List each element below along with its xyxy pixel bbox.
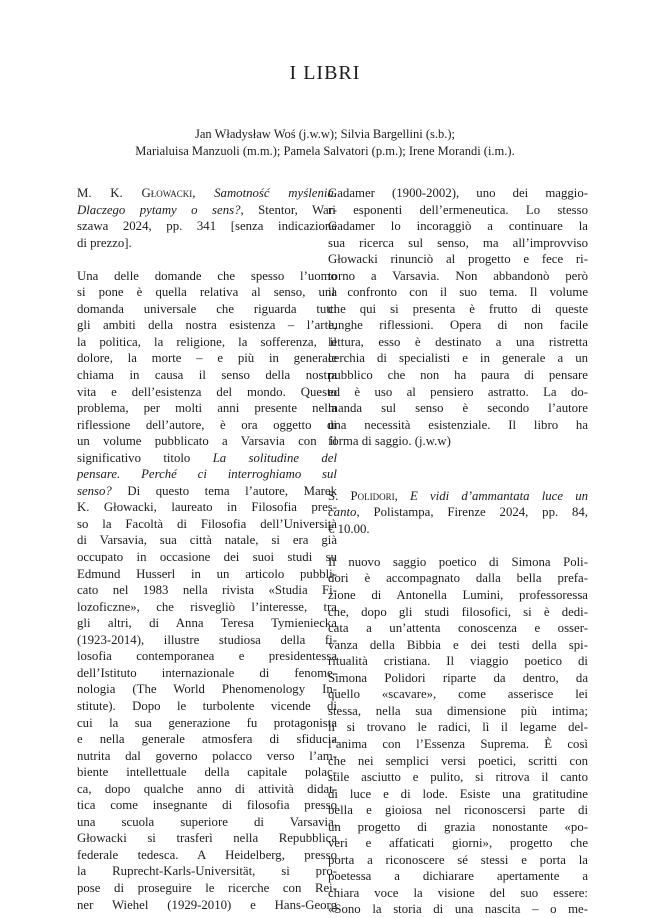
text-segment: di luce e di lode. Esiste una gratitudine (328, 786, 588, 801)
right-column (328, 185, 588, 918)
text-line (328, 521, 588, 538)
text-line (77, 814, 337, 831)
text-line (328, 819, 588, 836)
text-segment: Gadamer lo incoraggiò a continuare la (328, 219, 588, 234)
left-column (77, 185, 337, 913)
text-line (77, 582, 337, 599)
text-segment: problema, per molti anni presente nella (77, 401, 337, 416)
text-segment: S. (328, 488, 351, 503)
text-segment: Edmund Husserl in un articolo pubbli- (77, 566, 337, 581)
text-line (77, 417, 337, 434)
text-line (77, 681, 337, 698)
review-1-continuation (328, 185, 588, 450)
text-segment: chiara voce la visione del suo essere: (328, 885, 588, 900)
text-line (77, 797, 337, 814)
review-2-body (328, 554, 588, 918)
text-segment: lì si trovano le radici, lì il legame del- (328, 720, 588, 735)
text-segment: pubblico che non ha paura di pensare (328, 368, 588, 383)
text-line (77, 268, 337, 285)
text-segment: Głowacki si trasferì nella Repubblica (77, 831, 337, 846)
text-line (328, 769, 588, 786)
text-segment: e nella generale atmosfera di sfiducia (77, 732, 337, 747)
text-segment: di prezzo]. (77, 235, 132, 250)
text-line (328, 802, 588, 819)
text-segment: ritualità cristiana. Il viaggio poetico di (328, 654, 588, 669)
text-segment: zione di Antonella Lumini, professoressa (328, 588, 588, 603)
text-line (328, 637, 588, 654)
text-line (328, 350, 588, 367)
text-segment: € 10.00. (328, 521, 370, 536)
text-line (328, 587, 588, 604)
text-line (328, 570, 588, 587)
text-segment: losofia contemporanea e presidentessa (77, 649, 337, 664)
text-line (328, 185, 588, 202)
text-line (328, 301, 588, 318)
review-2-heading (328, 488, 588, 538)
text-line (328, 604, 588, 621)
text-segment: Una delle domande che spesso l’uomo (77, 268, 337, 283)
text-segment: La solitudine del (212, 450, 337, 465)
page-title: I LIBRI (289, 62, 361, 84)
text-line (328, 753, 588, 770)
text-segment: riflessione dell’autore, è ora oggetto di (77, 417, 337, 432)
text-line (77, 731, 337, 748)
text-segment: Dlaczego pytamy o sens? (77, 202, 241, 217)
text-segment: occupato in occasione dei suoi studi su (77, 550, 337, 565)
text-line (77, 384, 337, 401)
text-line (77, 897, 337, 914)
text-segment: Głowacki rinunciò al progetto e fece ri- (328, 252, 588, 267)
text-line (328, 852, 588, 869)
text-line (77, 235, 337, 252)
text-line (77, 433, 337, 450)
text-segment: Simona Polidori riparte da dentro, da (328, 670, 588, 685)
text-segment: lettura, esso è destinato a una ristretta (328, 334, 588, 349)
text-segment: , Polistampa, Firenze 2024, pp. 84, (356, 505, 588, 520)
text-line (77, 632, 337, 649)
text-line (328, 703, 588, 720)
text-segment: un progetto di grazia nonostante «po- (328, 819, 588, 834)
text-line (77, 284, 337, 301)
text-segment: M. K. (77, 186, 142, 200)
text-segment: so la Facoltà di Filosofia dell’Università (77, 516, 337, 531)
text-segment: cui la sua generazione fu protagonista (77, 715, 337, 730)
text-segment: ri esponenti dell’ermeneutica. Lo stesso (328, 202, 588, 217)
text-line (328, 786, 588, 803)
text-line (328, 901, 588, 918)
text-segment: Samotność myślenia. (214, 186, 337, 200)
text-segment: ner Wiehel (1929-2010) e Hans-Georg (77, 897, 337, 912)
text-segment: sua ricerca sul senso, ma all’improvviso (328, 235, 588, 250)
text-segment: stitute). Dopo le turbolente vicende di (77, 698, 337, 713)
text-line (77, 830, 337, 847)
text-line (77, 532, 337, 549)
text-segment: , (394, 488, 410, 503)
text-segment: biente intellettuale della capitale polac- (77, 765, 337, 780)
text-segment: cata a un’attenta conoscenza e osser- (328, 621, 588, 636)
text-segment: il confronto con il suo tema. Il volume (328, 285, 588, 300)
text-line (328, 367, 588, 384)
text-line (77, 615, 337, 632)
text-segment: manda sul senso è secondo l’autore (328, 401, 588, 416)
text-segment: canto (328, 505, 357, 520)
text-segment: porta a riconoscere sé stessi e porta la (328, 852, 588, 867)
text-line (77, 665, 337, 682)
text-segment: stessa, nella sua dimensione più intima; (328, 703, 588, 718)
text-segment: vita e dell’esistenza del mondo. Questo (77, 384, 337, 399)
text-segment: nologia (The World Phenomenology In- (77, 682, 337, 697)
text-segment: che, dopo gli studi filosofici, si è dedi- (328, 604, 588, 619)
text-segment: bella e gioiosa nel riconoscersi parte di (328, 803, 588, 818)
reviewers-line-1: Jan Władysław Woś (j.w.w); Silvia Bargellini (s.b.); (195, 127, 455, 141)
text-line (77, 863, 337, 880)
text-line (328, 885, 588, 902)
text-line (328, 868, 588, 885)
text-segment: di Varsavia, sua città natale, si era già (77, 533, 337, 548)
text-segment: szawa 2024, pp. 341 [senza indicazione (77, 219, 337, 234)
text-segment: tica come insegnante di filosofia presso (77, 798, 337, 813)
text-line (328, 400, 588, 417)
review-1-body (77, 268, 337, 913)
text-segment: pensare. Perché ci interroghiamo sul (77, 467, 337, 482)
text-segment: che nei semplici versi poetici, scritti con (328, 753, 588, 768)
text-segment: (1923-2014), illustre studiosa della fi- (77, 632, 337, 647)
text-line (328, 384, 588, 401)
text-segment: lozoficzne», che risvegliò l’interesse, tra (77, 599, 337, 614)
text-segment: ca, dopo qualche anno di attività didat- (77, 781, 337, 796)
text-line (77, 764, 337, 781)
text-segment: gli altri, di Anna Teresa Tymieniecka (77, 616, 337, 631)
text-line (328, 317, 588, 334)
text-segment: Di questo tema l’autore, Marek (111, 483, 337, 498)
text-line (328, 736, 588, 753)
text-segment: , Stentor, War- (240, 202, 337, 217)
text-line (77, 499, 337, 516)
text-line (77, 450, 337, 467)
text-line (77, 715, 337, 732)
text-line (328, 835, 588, 852)
text-segment: vanza della Bibbia e dei testi della spi- (328, 637, 588, 652)
text-segment: veri e affaticati giorni», progetto che (328, 836, 588, 851)
text-line (328, 653, 588, 670)
text-segment: Gadamer (1900-2002), uno dei maggio- (328, 186, 588, 200)
text-line (328, 719, 588, 736)
text-segment: lunghe riflessioni. Opera di non facile (328, 318, 588, 333)
text-line (328, 251, 588, 268)
text-line (77, 317, 337, 334)
text-line (77, 516, 337, 533)
text-line (77, 880, 337, 897)
text-segment: quello «scavare», come asserisce lei (328, 687, 588, 702)
text-segment: forma di saggio. (j.w.w) (328, 434, 451, 449)
text-segment: si pone è quella relativa al senso, una (77, 285, 337, 300)
text-line (77, 599, 337, 616)
text-line (328, 218, 588, 235)
text-segment: significativo titolo (77, 450, 213, 465)
text-line (77, 185, 337, 202)
text-line (77, 367, 337, 384)
text-line (328, 284, 588, 301)
text-segment: dori è accompagnato dalla bella prefa- (328, 571, 588, 586)
text-segment: K. Głowacki, laureato in Filosofia pres- (77, 500, 337, 515)
text-segment: dolore, la morte – e più in generale (77, 351, 337, 366)
text-segment: un volume pubblicato a Varsavia con il (77, 434, 337, 449)
text-line (77, 350, 337, 367)
text-line (77, 218, 337, 235)
text-line (77, 847, 337, 864)
text-segment: Il nuovo saggio poetico di Simona Poli- (328, 554, 588, 569)
text-line (328, 488, 588, 505)
text-line (77, 648, 337, 665)
reviewers-credits (0, 126, 650, 160)
text-line (77, 549, 337, 566)
text-segment: nutrita dal governo polacco verso l’am- (77, 748, 337, 763)
text-segment: che qui si presenta è frutto di queste (328, 301, 588, 316)
text-line (77, 566, 337, 583)
text-segment: Polidori (350, 488, 395, 503)
text-segment: E vidi d’ammantata luce un (409, 488, 588, 503)
text-segment: stile asciutto e pulito, si ritrova il canto (328, 770, 588, 785)
text-segment: la Ruprecht-Karls-Universität, si pro- (77, 864, 337, 879)
text-segment: Głowacki (141, 186, 193, 200)
text-line (328, 504, 588, 521)
review-1-heading (77, 185, 337, 251)
text-segment: una necessità esistenziale. Il libro ha (328, 417, 588, 432)
text-line (77, 483, 337, 500)
text-line (77, 301, 337, 318)
text-line (328, 268, 588, 285)
text-segment: «Sono la storia di una nascita – o me- (328, 902, 588, 917)
text-line (77, 334, 337, 351)
text-line (328, 433, 588, 450)
text-segment: federale tedesca. A Heidelberg, presso (77, 847, 337, 862)
text-line (328, 620, 588, 637)
text-line (77, 202, 337, 219)
text-line (77, 400, 337, 417)
text-segment: , (192, 186, 215, 200)
text-segment: torno a Varsavia. Non abbandonò però (328, 268, 588, 283)
text-line (328, 235, 588, 252)
text-segment: dell’Istituto internazionale di fenome- (77, 665, 337, 680)
text-line (77, 466, 337, 483)
text-segment: cerchia di specialisti e in generale a un (328, 351, 588, 366)
text-line (328, 686, 588, 703)
text-line (328, 417, 588, 434)
text-line (77, 698, 337, 715)
text-line (77, 748, 337, 765)
text-segment: cato nel 1983 nella rivista «Studia Fi- (77, 583, 337, 598)
text-line (328, 554, 588, 571)
reviewers-line-2: Marialuisa Manzuoli (m.m.); Pamela Salvatori (p.m.); Irene Morandi (i.m.). (135, 144, 515, 158)
text-segment: gli ambiti della nostra esistenza – l’arte, (77, 318, 337, 333)
text-line (328, 670, 588, 687)
text-segment: pose di proseguire le ricerche con Rei- (77, 880, 337, 895)
text-segment: senso? (77, 483, 112, 498)
text-segment: l’anima con l’Essenza Suprema. È così (328, 736, 588, 751)
text-segment: poetessa a dichiarare apertamente a (328, 869, 588, 884)
text-segment: la politica, la religione, la sofferenza, il (77, 334, 337, 349)
text-line (77, 781, 337, 798)
text-segment: ed è uso al pensiero astratto. La do- (328, 384, 588, 399)
text-segment: domanda universale che riguarda tutti (77, 301, 337, 316)
text-segment: una scuola superiore di Varsavia, (77, 814, 337, 829)
text-line (328, 202, 588, 219)
text-segment: chiama in causa il senso della nostra (77, 368, 337, 383)
text-line (328, 334, 588, 351)
